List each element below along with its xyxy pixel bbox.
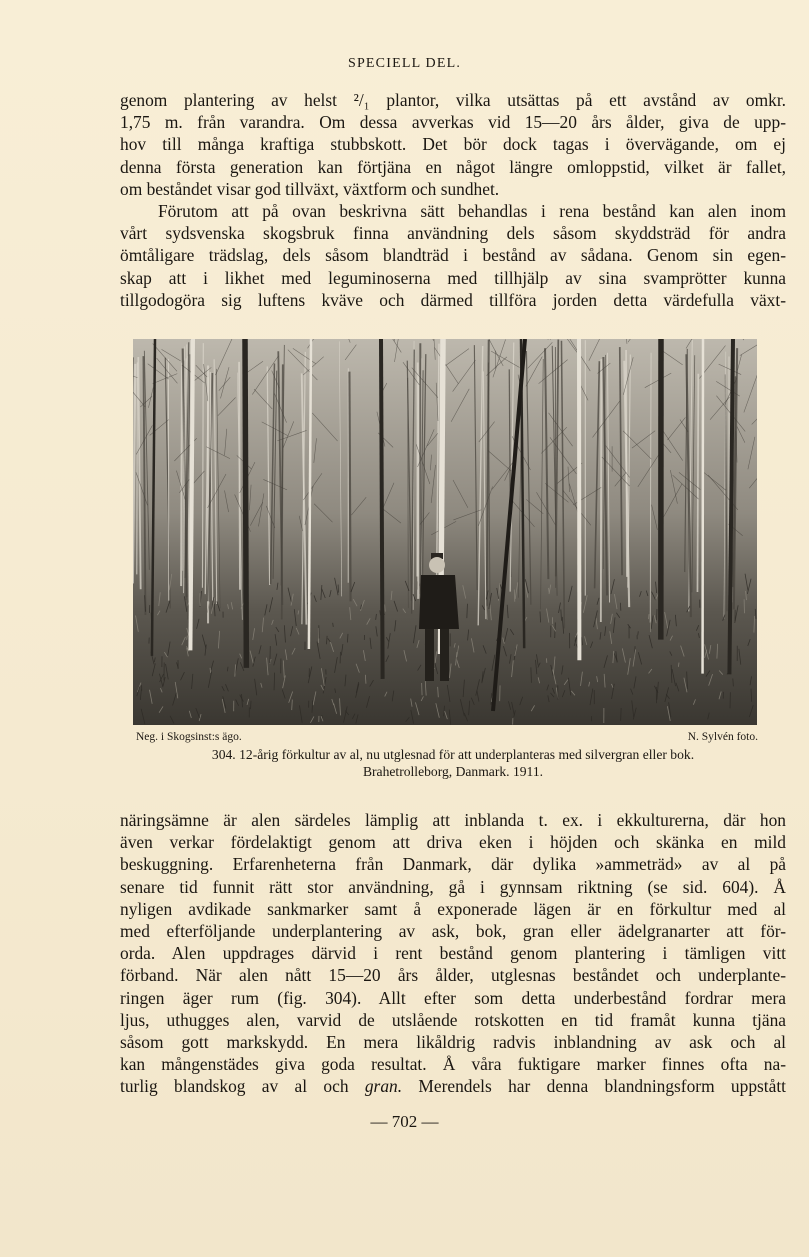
text-line: ljus, uthugges alen, varvid de utslående rotskotten en tid framåt kunna tjäna [120, 1009, 786, 1030]
text-line: kan mångenstädes giva goda resultat. Å våra fuktigare marker finnes ofta na- [120, 1054, 786, 1075]
text-line: tillgodogöra sig luftens kväve och därmed tillföra jorden detta värdefulla växt- [120, 289, 786, 310]
caption-line: Brahetrolleborg, Danmark. 1911. [362, 764, 544, 779]
forest-photograph [133, 339, 757, 725]
text-line: ömtåligare trädslag, dels såsom blandträd i bestånd av sådana. Genom sin egen- [120, 245, 786, 266]
text-line: hov till många kraftiga stubbskott. Det bör dock tagas i övervägande, om ej [120, 134, 786, 155]
text-line: även verkar fördelaktigt genom att driva eken i höjden och skänka en mild [120, 832, 786, 853]
body-text-top [120, 89, 786, 311]
text-line: senare tid funnit rätt stor användning, gå i gynnsam riktning (se sid. 604). Å [120, 876, 786, 897]
text-line: förband. När alen nått 15—20 års ålder, utglesnas beståndet och underplante- [120, 965, 786, 986]
text-line: Förutom att på ovan beskrivna sätt behandlas i rena bestånd kan alen inom [158, 201, 786, 222]
text-line: denna första generation kan förtjäna en något längre omloppstid, vilket är fallet, [120, 156, 786, 177]
text-line: beskuggning. Erfarenheterna från Danmark, där dylika »ammeträd» av al på [120, 854, 786, 875]
text-line: ringen äger rum (fig. 304). Allt efter som detta underbestånd fordrar mera [120, 987, 786, 1008]
italic-term: gran. [364, 1076, 403, 1097]
text-fragment: turlig blandskog av al och [120, 1076, 365, 1097]
photo-credits [136, 731, 758, 743]
text-line: med efterföljande underplantering av ask, bok, gran eller ädelgranarter att för- [120, 921, 786, 942]
text-line: näringsämne är alen särdeles lämplig att inblanda t. ex. i ekkulturerna, där hon [120, 810, 786, 830]
negative-credit: Neg. i Skogsinst:s ägo. [136, 731, 242, 743]
body-text-bottom [120, 809, 786, 1098]
page-number: — 702 — [370, 1112, 439, 1131]
text-line: 1,75 m. från varandra. Om dessa avverkas vid 15—20 års ålder, giva de upp- [120, 112, 786, 133]
caption-line: 304. 12-årig förkultur av al, nu utglesnad för att underplanteras med silvergran eller bok. [211, 747, 695, 762]
photographer-credit: N. Sylvén foto. [687, 731, 758, 743]
text-line-last [120, 1075, 786, 1097]
text-fragment: Merendels har denna blandningsform uppstått [402, 1076, 786, 1097]
text-line: vårt sydsvenska skogsbruk finna användning dels såsom skyddsträd för andra [120, 223, 786, 244]
running-header: SPECIELL DEL. [347, 56, 462, 71]
text-line: skap att i likhet med leguminoserna med tillhjälp av sina svamprötter kunna [120, 267, 786, 288]
text-line: om beståndet visar god tillväxt, växtform och sundhet. [120, 178, 500, 199]
text-line: nyligen avdikade sankmarker samt å exponerade lägen är en förkultur med al [120, 898, 786, 919]
figure-caption [120, 746, 786, 780]
text-line: genom plantering av helst ²/₁ plantor, vilka utsättas på ett avstånd av omkr. [120, 90, 786, 110]
text-line: orda. Alen uppdrages därvid i rent bestånd genom plantering i tämligen vitt [120, 943, 786, 964]
text-line: såsom gott markskydd. En mera likåldrig radvis inblandning av ask och al [120, 1032, 786, 1053]
